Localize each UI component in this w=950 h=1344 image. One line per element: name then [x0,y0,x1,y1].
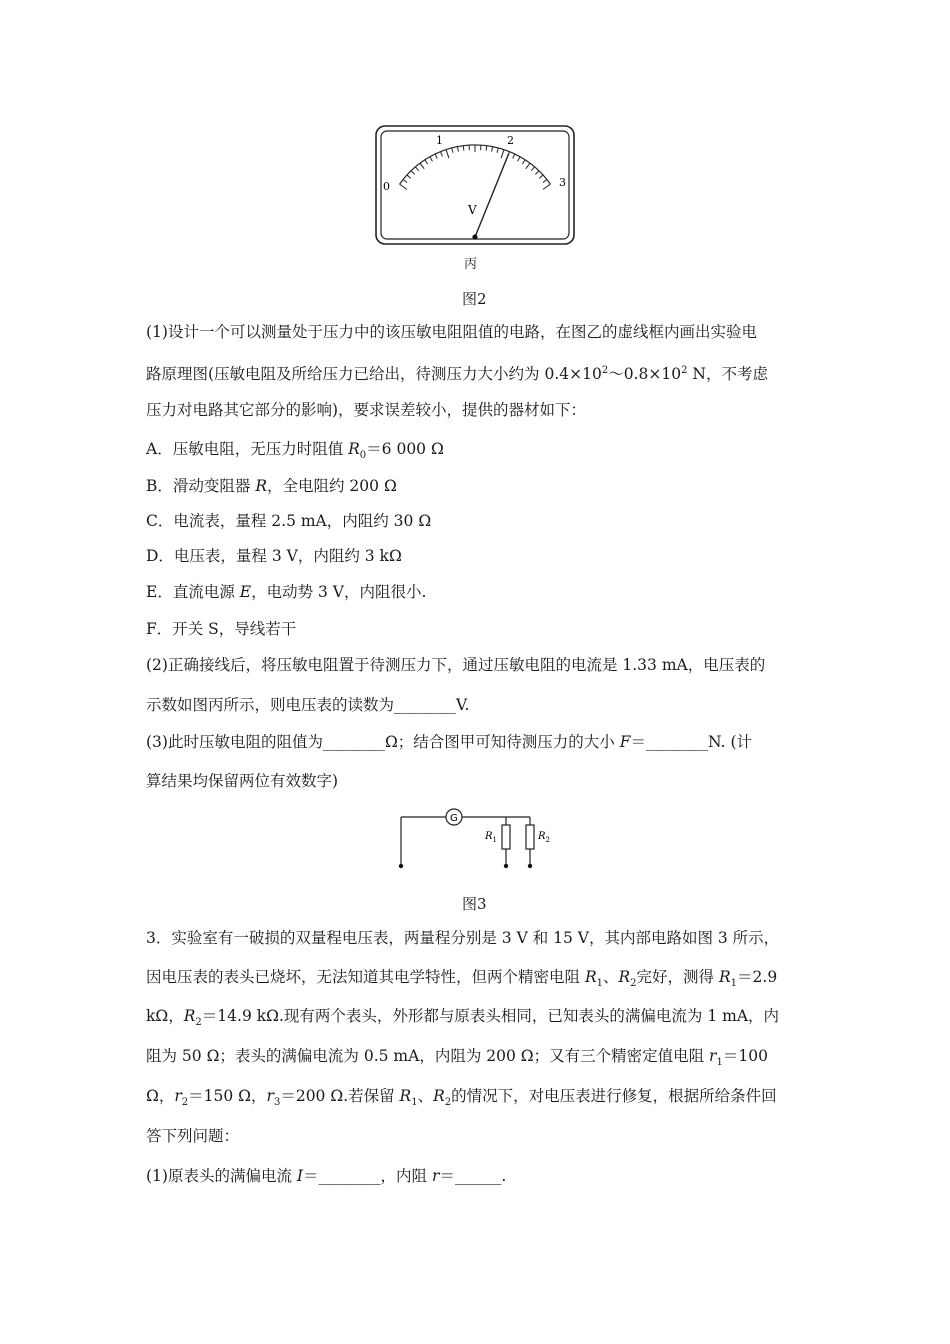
svg-text:R2 [537,831,550,844]
meter-tick [407,175,411,178]
r2-label: R [538,831,546,842]
meter-tick [492,147,493,152]
q3-line4: 阻为 50 Ω；表头的满偏电流为 0.5 mA，内阻为 200 Ω；又有三个精密定值电阻 $r_1=100$ [146,1047,768,1069]
needle-pivot [472,234,477,239]
meter-tick [452,148,453,153]
meter-unit-label: V [468,203,477,217]
meter-tick [425,160,428,164]
option-a: A．压敏电阻，无压力时阻值 $R_0=6$ 000 Ω [146,440,444,462]
meter-tick [400,184,407,189]
q2-1-line1: (1)设计一个可以测量处于压力中的该压敏电阻阻值的电路，在图乙的虚线框内画出实验电 [146,323,757,341]
resistor-r2 [526,825,534,849]
option-c: C．电流表，量程 2.5 mA，内阻约 30 Ω [146,512,432,530]
meter-label-2: 2 [507,134,514,147]
r1-label: R [485,831,493,842]
meter-tick [411,171,415,175]
option-f: F．开关 S，导线若干 [146,620,297,638]
meter-tick [513,154,515,159]
meter-label-1: 1 [436,134,443,147]
option-d: D．电压表，量程 3 V，内阻约 3 kΩ [146,547,402,565]
meter-tick [486,146,487,151]
meter-label-0: 0 [383,180,390,193]
figure2-caption: 图2 [462,290,487,308]
figure3-caption: 图3 [462,895,487,913]
meter-tick [430,157,433,161]
meter-tick [543,184,550,189]
meter-tick [526,163,530,169]
meter-tick [531,167,534,171]
meter-tick [446,150,449,159]
q2-1-line3: 压力对电路其它部分的影响)，要求误差较小，提供的器材如下： [146,401,587,419]
meter-tick [420,163,424,169]
meter-tick [543,180,547,183]
meter-tick [535,171,539,175]
option-b: B．滑动变阻器 R，全电阻约 200 Ω [146,477,397,495]
meter-tick [539,175,543,178]
q3-line1: 3．实验室有一破损的双量程电压表，两量程分别是 3 V 和 15 V，其内部电路如图 3 所示， [146,929,780,947]
meter-needle [475,154,509,237]
meter-tick [497,148,498,153]
svg-text:R1 [484,831,497,844]
meter-ticks [400,145,551,189]
q2-1-line2: 路原理图(压敏电阻及所给压力已给出，待测压力大小约为 $0.4\times 10^2\sim 0.8\times 10^2$ N，不考虑 [146,365,768,384]
meter-tick [435,154,437,159]
q3-line5: Ω，$r_2=150$ Ω，$r_3=200$ Ω.若保留 $R_1$、$R_2$的情况下，对电压表进行修复，根据所给条件回 [146,1087,777,1109]
figure-bing-caption: 丙 [464,257,478,272]
meter-tick [416,167,419,171]
terminal-right [528,864,532,868]
meter-tick [403,180,407,183]
q2-3-line1: (3)此时压敏电阻的阻值为________Ω；结合图甲可知待测压力的大小 F＝________N. (计 [146,733,752,751]
q2-3-line2: 算结果均保留两位有效数字) [146,772,339,790]
q2-2-line1: (2)正确接线后，将压敏电阻置于待测压力下，通过压敏电阻的电流是 1.33 mA，电压表的 [146,656,766,674]
resistor-r1 [502,825,510,849]
circuit-figure [392,803,562,875]
terminal-middle [504,864,508,868]
meter-tick [518,157,521,161]
meter-label-3: 3 [559,176,566,189]
q3-line2: 因电压表的表头已烧坏，无法知道其电学特性，但两个精密电阻 $R_1$、$R_2$完好，测得 $R_1=2.9$ [146,968,778,990]
voltmeter-figure [370,122,580,247]
option-e: E．直流电源 E，电动势 3 V，内阻很小. [146,583,427,601]
q2-2-line2: 示数如图丙所示，则电压表的读数为________V. [146,696,470,714]
galvanometer-label: G [450,813,458,824]
r1-subscript: 1 [492,836,497,844]
meter-tick [522,160,525,164]
meter-tick [463,146,464,151]
r2-subscript: 2 [545,836,550,844]
q3-line7: (1)原表头的满偏电流 I＝________，内阻 r＝______. [146,1167,507,1185]
meter-tick [441,152,443,157]
meter-tick [501,150,504,159]
meter-tick [457,147,458,152]
q3-line3: kΩ，$R_2=14.9$ kΩ.现有两个表头，外形都与原表头相同，已知表头的满偏电流为 1 mA，内 [146,1007,780,1029]
terminal-left [399,864,403,868]
q3-line6: 答下列问题： [146,1127,240,1145]
